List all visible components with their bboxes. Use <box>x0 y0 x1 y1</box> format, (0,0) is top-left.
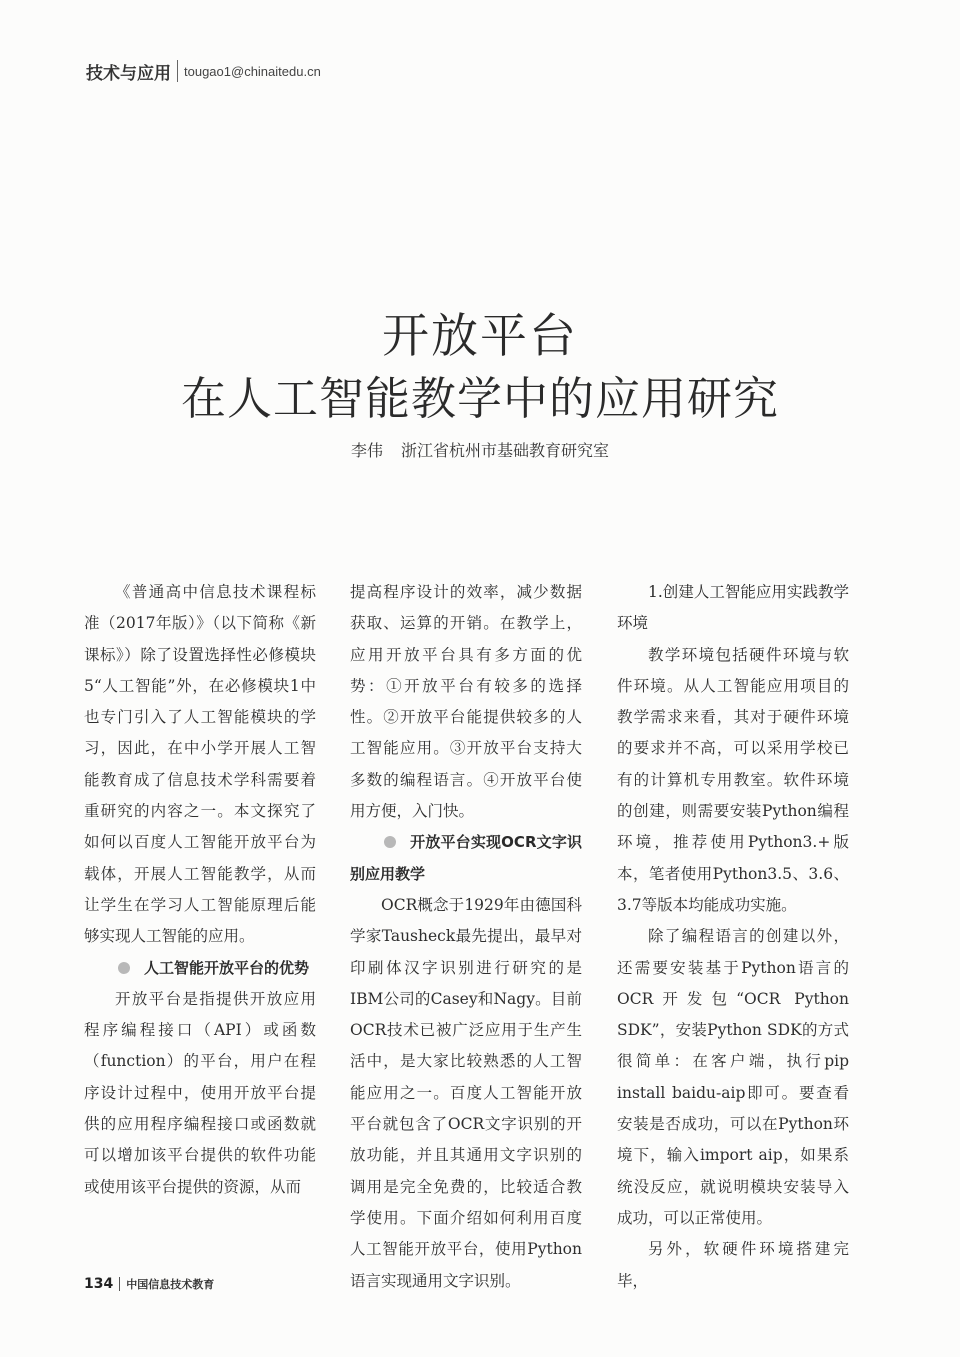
bullet-dot-icon <box>118 962 130 974</box>
intro-paragraph: 《普通高中信息技术课程标准（2017年版）》（以下简称《新课标》）除了设置选择性必修模块5“人工智能”外，在必修模块1中也专门引入了人工智能模块的学习，因此，在中小学开展人工智能教育成了信息技术学科需要着重研究的内容之一。本文探究了如何以百度人工智能开放平台为载体，开展人工智能教学，从而让学生在学习人工智能原理后能够实现人工智能的应用。 <box>84 583 316 946</box>
byline <box>0 438 960 461</box>
running-header <box>86 58 321 84</box>
article-title <box>0 306 960 430</box>
submission-email: tougao1@chinaitedu.cn <box>184 63 321 79</box>
author-affiliation: 浙江省杭州市基础教育研究室 <box>401 441 610 460</box>
header-divider <box>177 60 178 82</box>
section2-paragraph: OCR概念于1929年由德国科学家Tausheck最先提出，最早对印刷体汉字识别进行研究的是IBM公司的Casey和Nagy。目前OCR技术已被广泛应用于生产生活中，是大家比较熟悉的人工智能应用之一。百度人工智能开放平台就包含了OCR文字识别的开放功能，并且其通用文字识别的调用是完全免费的，比较适合教学使用。下面介绍如何利用百度人工智能开放平台，使用Python语言实现通用文字识别。 <box>350 895 582 1290</box>
column-3 <box>617 577 849 1297</box>
section1-paragraph-continued: 提高程序设计的效率，减少数据获取、运算的开销。在教学上，应用开放平台具有多方面的优势：①开放平台有较多的选择性。②开放平台能提供较多的人工智能应用。③开放平台支持大多数的编程语言。④开放平台使用方便，入门快。 <box>350 583 582 821</box>
column-2 <box>350 577 582 1297</box>
author-name: 李伟 <box>350 441 383 460</box>
section-heading-advantages: 人工智能开放平台的优势 <box>84 953 316 984</box>
column-1 <box>84 577 316 1203</box>
bullet-dot-icon <box>384 836 396 848</box>
environment-paragraph-3: 另外，软硬件环境搭建完毕， <box>617 1240 849 1290</box>
title-line-2: 在人工智能教学中的应用研究 <box>180 372 779 425</box>
environment-paragraph-2: 除了编程语言的创建以外，还需要安装基于Python语言的OCR开发包“OCR Python SDK”，安装Python SDK的方式很简单：在客户端，执行pip install baidu-aip即可。要查看安装是否成功，可以在Python环境下，输入import aip，如果系统没反应，就说明模块安装导入成功，可以正常使用。 <box>617 927 849 1227</box>
footer-divider <box>119 1277 120 1291</box>
section1-paragraph: 开放平台是指提供开放应用程序编程接口（API）或函数（function）的平台，用户在程序设计过程中，使用开放平台提供的应用程序编程接口或函数就可以增加该平台提供的软件功能或使用该平台提供的资源，从而 <box>84 989 316 1196</box>
environment-paragraph-1: 教学环境包括硬件环境与软件环境。从人工智能应用项目的教学需求来看，其对于硬件环境的要求并不高，可以采用学校已有的计算机专用教室。软件环境的创建，则需要安装Python编程环境，推荐使用Python3.+版本，笔者使用Python3.5、3.6、3.7等版本均能成功实施。 <box>617 645 849 914</box>
subsection-heading-environment: 1.创建人工智能应用实践教学环境 <box>617 583 849 633</box>
section-heading-ocr: 开放平台实现OCR文字识别应用教学 <box>350 833 582 883</box>
page-number: 134 <box>84 1276 114 1292</box>
section-name: 技术与应用 <box>86 63 171 84</box>
title-line-1: 开放平台 <box>382 309 578 364</box>
journal-name: 中国信息技术教育 <box>126 1278 215 1291</box>
page-footer <box>84 1276 214 1292</box>
